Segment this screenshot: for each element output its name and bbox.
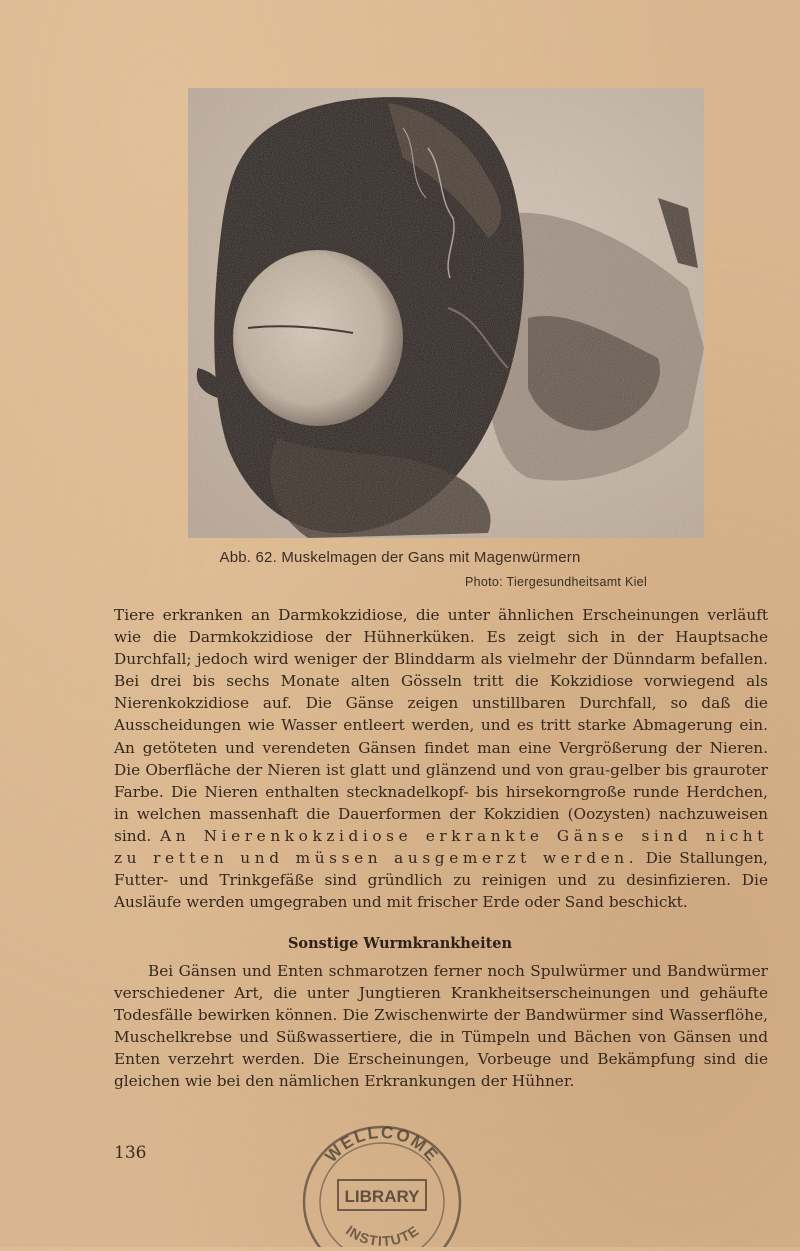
section-heading: Sonstige Wurmkrankheiten <box>287 935 513 952</box>
emphasized-text: An Nierenkokzidiose erkrankte Gänse sind nicht zu retten und müssen ausgemerzt werden. <box>114 826 768 868</box>
paragraph-text: Tiere erkranken an Darmkokzidiose, die unter ähnlichen Erscheinungen verläuft wie die Darmkokzidiose der Hühnerküken. Es zeigt sich in der Hauptsache Durchfall; jedoch wird weniger der Blinddarm als vielmehr der Dünndarm befallen. Bei drei bis sechs Monate alten Gösseln tritt die Kokzidiose vorwiegend als Nierenkokzidiose auf. Die Gänse zeigen unstillbaren Durchfall, so daß die Ausscheidungen wie Wasser entleert werden, und es tritt starke Abmagerung ein. An getöteten und verendeten Gänsen findet man eine Vergrößerung der Nieren. Die Oberfläche der Nieren ist glatt und glänzend und von grau-gelber bis grauroter Farbe. Die Nieren enthalten stecknadelkopf- bis hirsekorngroße runde Herdchen, in welchen massenhaft die Dauerformen der Kokzidien (Oozysten) nachzuweisen sind. <box>114 606 768 845</box>
stamp-top-text: WELLCOME <box>321 1122 443 1167</box>
stamp-bottom-text: INSTITUTE <box>342 1222 423 1247</box>
svg-text:WELLCOME <box>321 1123 442 1166</box>
svg-text:INSTITUTE <box>343 1222 422 1247</box>
photo-credit: Photo: Tiergesundheitsamt Kiel <box>465 575 648 589</box>
page-number: 136 <box>114 1143 147 1163</box>
library-stamp <box>300 1120 465 1247</box>
stamp-center-text: LIBRARY <box>344 1187 420 1206</box>
figure-caption: Abb. 62. Muskelmagen der Gans mit Magenwürmern <box>219 549 581 566</box>
body-paragraph-wurmkrankheiten: Bei Gänsen und Enten schmarotzen ferner noch Spulwürmer und Bandwürmer verschiedener Art, die unter Jungtieren Krankheitserscheinungen und gehäufte Todesfälle bewirken können. Die Zwischenwirte der Bandwürmer sind Wasserflöhe, Muschelkrebse und Süßwassertiere, die in Tümpeln und Bächen von Gänsen und Enten verzehrt werden. Die Erscheinungen, Vorbeuge und Bekämpfung sind die gleichen wie bei den nämlichen Erkrankungen der Hühner. <box>114 962 768 1091</box>
body-paragraph-kokzidiose <box>114 604 768 913</box>
gizzard-photograph <box>188 88 704 538</box>
paragraph-text: Die Stallungen, Futter- und Trinkgefäße sind gründlich zu reinigen und zu desinfizieren. Die Ausläufe werden umgegraben und mit frischer Erde oder Sand beschickt. <box>114 849 769 912</box>
